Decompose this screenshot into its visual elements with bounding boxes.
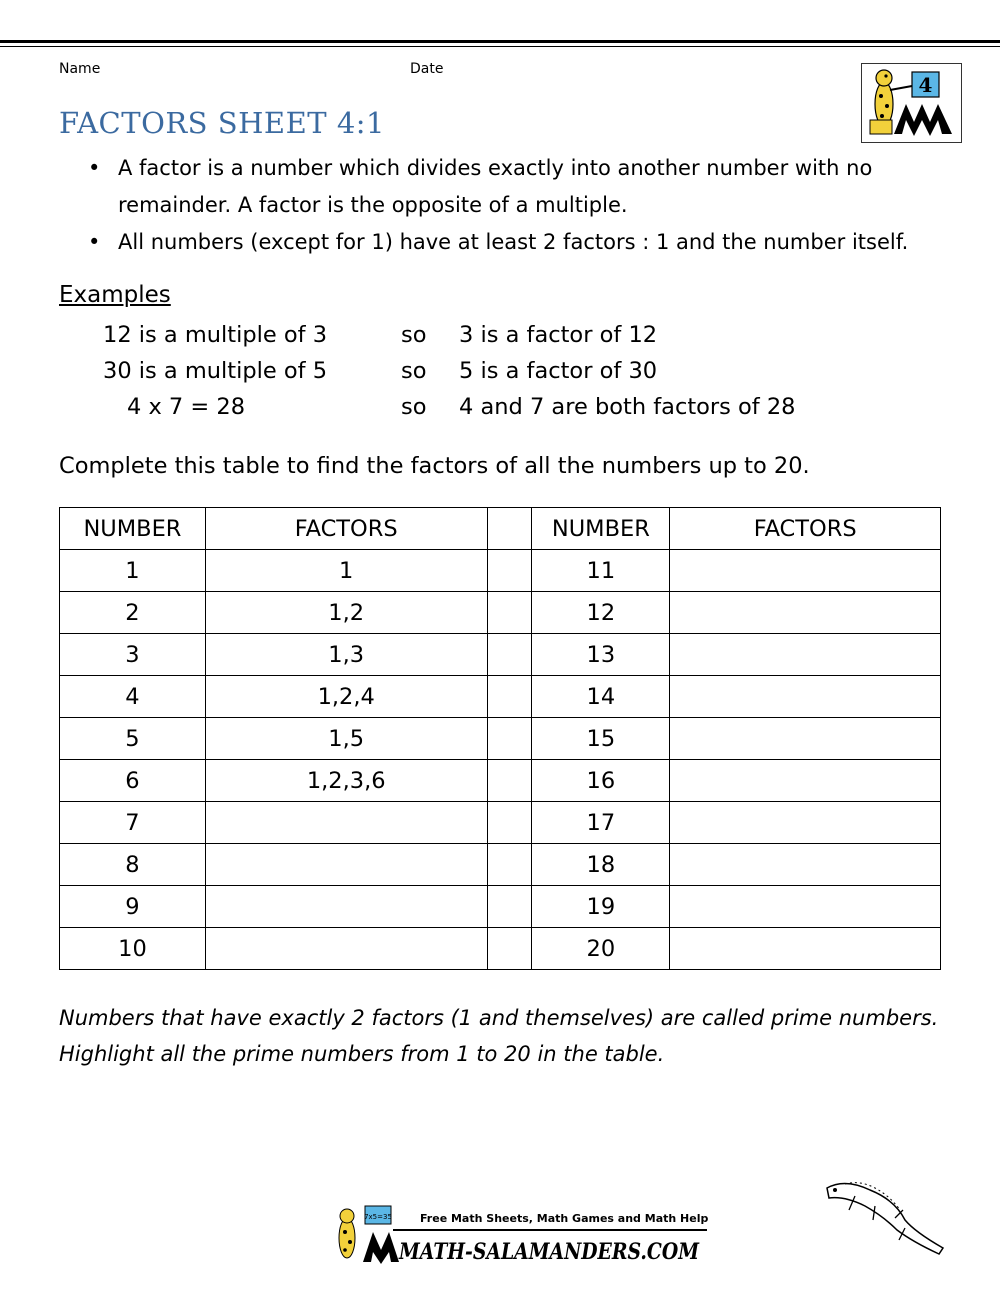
number-cell: 6 (60, 760, 206, 802)
spacer-cell (487, 634, 532, 676)
number-cell: 14 (532, 676, 670, 718)
table-row (60, 844, 941, 886)
factors-cell[interactable]: 1,5 (205, 718, 487, 760)
grade-number: 4 (918, 73, 933, 97)
factors-cell[interactable] (670, 760, 941, 802)
bullet-item: • All numbers (except for 1) have at least 2 factors : 1 and the number itself. (59, 224, 959, 261)
example-left: 30 is a multiple of 5 (103, 358, 328, 384)
spacer-cell (487, 844, 532, 886)
number-cell: 1 (60, 550, 206, 592)
date-label: Date (410, 61, 444, 77)
spacer-cell (487, 550, 532, 592)
factors-cell[interactable] (670, 550, 941, 592)
example-right: 4 and 7 are both factors of 28 (459, 394, 796, 420)
footer-site: MATH-SALAMANDERS.COM (398, 1239, 700, 1265)
factors-cell[interactable] (670, 886, 941, 928)
header-number: NUMBER (532, 508, 670, 550)
spacer-cell (487, 676, 532, 718)
bullet-icon: • (88, 156, 101, 180)
factors-cell[interactable]: 1,2 (205, 592, 487, 634)
example-so: so (401, 322, 427, 348)
top-rule (0, 40, 1000, 43)
factors-cell[interactable] (670, 928, 941, 970)
factors-cell[interactable] (670, 676, 941, 718)
number-cell: 7 (60, 802, 206, 844)
instruction-text: Complete this table to find the factors of all the numbers up to 20. (59, 453, 810, 479)
number-cell: 5 (60, 718, 206, 760)
factors-cell[interactable]: 1,2,3,6 (205, 760, 487, 802)
spacer-cell (487, 802, 532, 844)
grade-logo (861, 63, 962, 143)
bullet-item: • A factor is a number which divides exactly into another number with no remainder. A factor is the opposite of a multiple. (59, 150, 959, 224)
math-salamanders-logo (327, 1204, 707, 1266)
factors-cell[interactable] (670, 592, 941, 634)
factors-cell[interactable]: 1,3 (205, 634, 487, 676)
spacer-cell (487, 592, 532, 634)
table-row (60, 760, 941, 802)
example-right: 3 is a factor of 12 (459, 322, 658, 348)
factors-cell[interactable]: 1 (205, 550, 487, 592)
factors-table (59, 507, 941, 970)
table-header-row (60, 508, 941, 550)
number-cell: 9 (60, 886, 206, 928)
header-factors: FACTORS (205, 508, 487, 550)
table-row (60, 802, 941, 844)
note-line: Numbers that have exactly 2 factors (1 and themselves) are called prime numbers. (59, 1006, 939, 1030)
table-row (60, 928, 941, 970)
factors-cell[interactable] (205, 844, 487, 886)
header-spacer (487, 508, 532, 550)
badge-text: 7x5=35 (364, 1213, 392, 1221)
table-row (60, 676, 941, 718)
header-factors: FACTORS (670, 508, 941, 550)
number-cell: 8 (60, 844, 206, 886)
table-row (60, 592, 941, 634)
note-line: Highlight all the prime numbers from 1 to 20 in the table. (59, 1042, 665, 1066)
example-left: 12 is a multiple of 3 (103, 322, 328, 348)
factors-cell[interactable] (205, 886, 487, 928)
salamander-icon (815, 1170, 950, 1260)
number-cell: 12 (532, 592, 670, 634)
number-cell: 11 (532, 550, 670, 592)
number-cell: 13 (532, 634, 670, 676)
table-row (60, 550, 941, 592)
factors-cell[interactable] (205, 802, 487, 844)
definition-list (59, 150, 959, 261)
number-cell: 4 (60, 676, 206, 718)
factors-cell[interactable] (670, 634, 941, 676)
number-cell: 19 (532, 886, 670, 928)
spacer-cell (487, 760, 532, 802)
example-so: so (401, 394, 427, 420)
spacer-cell (487, 886, 532, 928)
table-row (60, 886, 941, 928)
prime-note (59, 1000, 938, 1072)
table-row (60, 718, 941, 760)
salamander-grade-icon (862, 64, 960, 141)
factors-cell[interactable] (670, 718, 941, 760)
example-so: so (401, 358, 427, 384)
factors-cell[interactable]: 1,2,4 (205, 676, 487, 718)
table-row (60, 634, 941, 676)
top-rule-thin (0, 46, 1000, 47)
header-number: NUMBER (60, 508, 206, 550)
example-right: 5 is a factor of 30 (459, 358, 658, 384)
spacer-cell (487, 928, 532, 970)
name-label: Name (59, 61, 101, 77)
number-cell: 10 (60, 928, 206, 970)
factors-cell[interactable] (670, 802, 941, 844)
number-cell: 20 (532, 928, 670, 970)
bullet-icon: • (88, 230, 101, 254)
number-cell: 18 (532, 844, 670, 886)
footer-tagline: Free Math Sheets, Math Games and Math Help (420, 1212, 709, 1225)
spacer-cell (487, 718, 532, 760)
number-cell: 16 (532, 760, 670, 802)
factors-cell[interactable] (205, 928, 487, 970)
number-cell: 17 (532, 802, 670, 844)
number-cell: 3 (60, 634, 206, 676)
examples-heading: Examples (59, 282, 171, 308)
number-cell: 15 (532, 718, 670, 760)
factors-cell[interactable] (670, 844, 941, 886)
page-title: FACTORS SHEET 4:1 (59, 106, 385, 140)
number-cell: 2 (60, 592, 206, 634)
example-left: 4 x 7 = 28 (127, 394, 246, 420)
